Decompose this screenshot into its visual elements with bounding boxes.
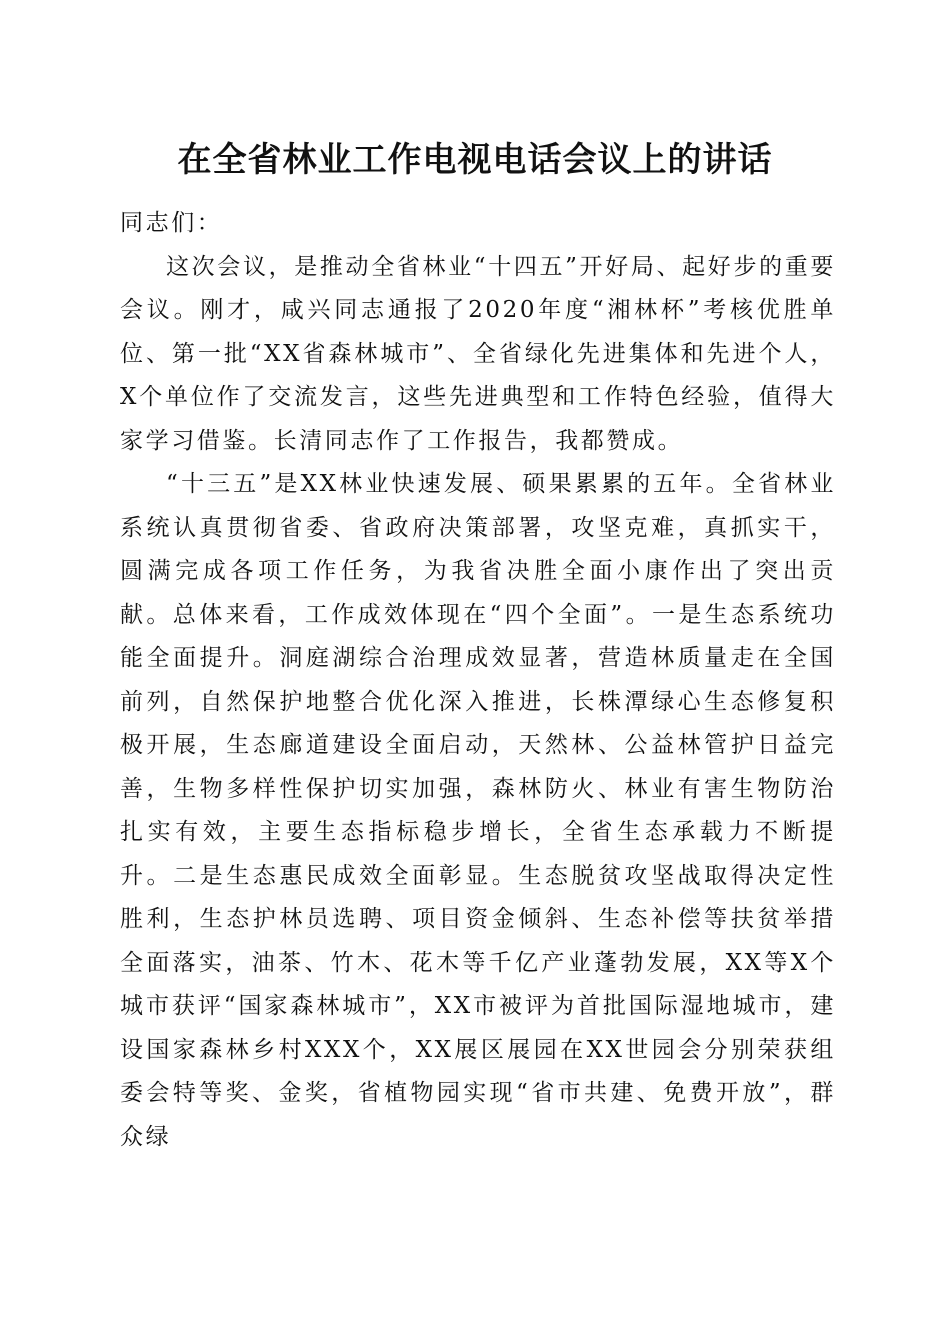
salutation: 同志们： [120, 210, 223, 236]
document-title: 在全省林业工作电视电话会议上的讲话 [177, 140, 773, 180]
document-body [120, 202, 836, 1159]
paragraph-1: 这次会议，是推动全省林业“十四五”开好局、起好步的重要会议。刚才，咸兴同志通报了2020年度“湘林杯”考核优胜单位、第一批“XX省森林城市”、全省绿化先进集体和先进个人，X个单位作了交流发言，这些先进典型和工作特色经验，值得大家学习借鉴。长清同志作了工作报告，我都赞成。 [120, 253, 836, 454]
paragraph-2: “十三五”是XX林业快速发展、硕果累累的五年。全省林业系统认真贯彻省委、省政府决策部署，攻坚克难，真抓实干，圆满完成各项工作任务，为我省决胜全面小康作出了突出贡献。总体来看，工作成效体现在“四个全面”。一是生态系统功能全面提升。洞庭湖综合治理成效显著，营造林质量走在全国前列，自然保护地整合优化深入推进，长株潭绿心生态修复积极开展，生态廊道建设全面启动，天然林、公益林管护日益完善，生物多样性保护切实加强，森林防火、林业有害生物防治扎实有效，主要生态指标稳步增长，全省生态承载力不断提升。二是生态惠民成效全面彰显。生态脱贫攻坚战取得决定性胜利，生态护林员选聘、项目资金倾斜、生态补偿等扶贫举措全面落实，油茶、竹木、花木等千亿产业蓬勃发展，XX等X个城市获评“国家森林城市”，XX市被评为首批国际湿地城市，建设国家森林乡村XXX个，XX展区展园在XX世园会分别荣获组委会特等奖、金奖，省植物园实现“省市共建、免费开放”，群众绿 [120, 471, 836, 1150]
